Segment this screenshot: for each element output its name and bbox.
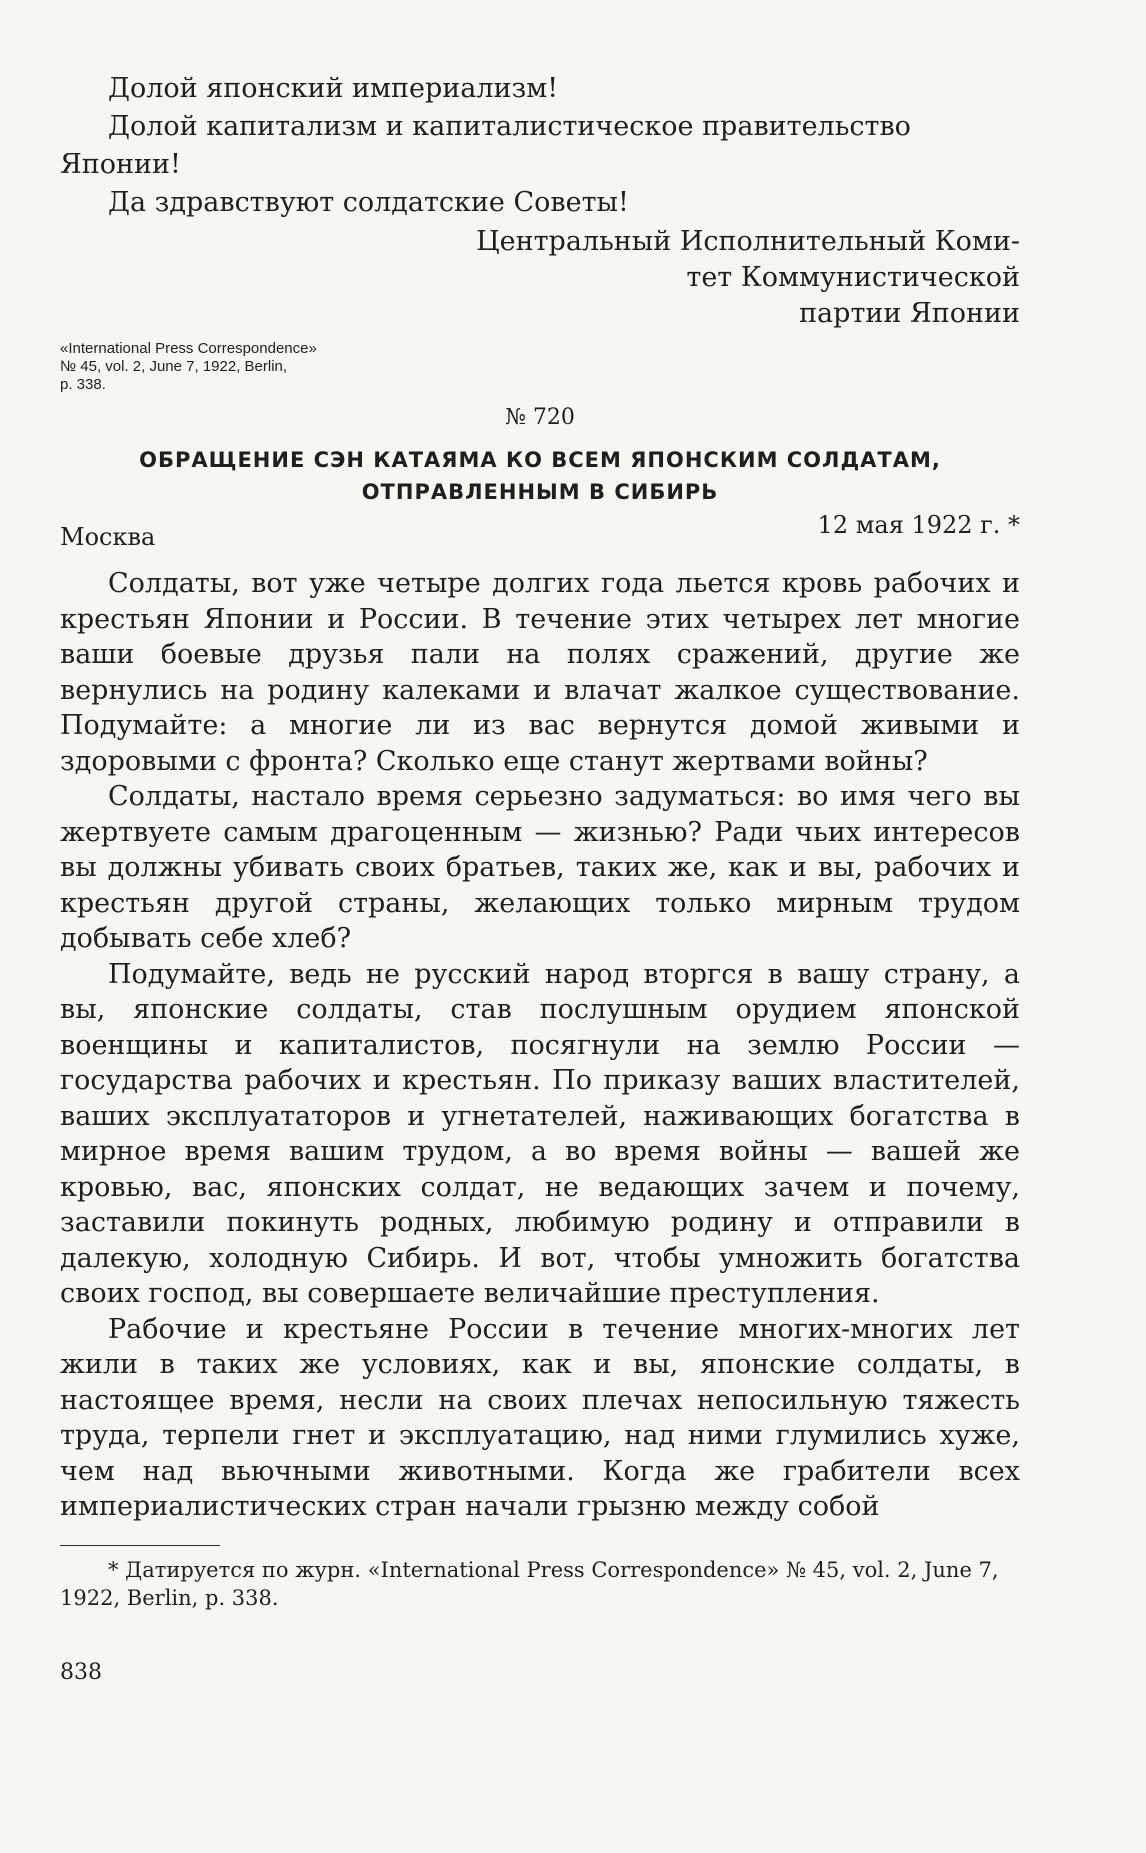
source-line: № 45, vol. 2, June 7, 1922, Berlin, [60, 358, 288, 375]
slogans [60, 70, 1020, 222]
document-title [60, 444, 1020, 508]
document-title-line: ОТПРАВЛЕННЫМ В СИБИРЬ [361, 480, 719, 504]
document-body [60, 566, 1020, 1525]
document-date: 12 мая 1922 г. * [817, 511, 1020, 539]
body-paragraph: Подумайте, ведь не русский народ вторгся в вашу страну, а вы, японские солдаты, став послушным орудием японской военщины и капиталистов, посягнули на землю России — государства рабочих и крестьян. По приказу ваших властителей, ваших эксплуататоров и угнетателей, наживающих богатства в мирное время вашим трудом, а во время войны — вашей же кровью, вас, японских солдат, не ведающих зачем и почему, заставили покинуть родных, любимую родину и отправили в далекую, холодную Сибирь. И вот, чтобы умножить богатства своих господ, вы совершаете величайшие преступления. [60, 958, 1020, 1309]
footnote-divider [60, 1545, 220, 1546]
body-paragraph: Солдаты, вот уже четыре долгих года льется кровь рабочих и крестьян Японии и России. В течение этих четырех лет многие ваши боевые друзья пали на полях сражений, другие же вернулись на родину калеками и влачат жалкое существование. Подумайте: а многие ли из вас вернутся домой живыми и здоровыми с фронта? Сколько еще станут жертвами войны? [60, 568, 1020, 777]
place-date-line [60, 511, 1020, 552]
signature-line: Центральный Исполнительный Коми- [476, 226, 1020, 257]
body-paragraph: Рабочие и крестьяне России в течение многих-многих лет жили в таких же условиях, как и вы, японские солдаты, в настоящее время, несли на своих плечах непосильную тяжесть труда, терпели гнет и эксплуатацию, над ними глумились хуже, чем над вьючными животными. Когда же грабители всех империалистических стран начали грызню между собой [60, 1313, 1020, 1522]
document-title-line: ОБРАЩЕНИЕ СЭН КАТАЯМА КО ВСЕМ ЯПОНСКИМ СОЛДАТАМ, [139, 448, 941, 472]
slogan: Да здравствуют солдатские Советы! [108, 187, 629, 218]
document-number: № 720 [505, 405, 575, 430]
slogan: Долой капитализм и капиталистическое правительство Японии! [60, 111, 911, 180]
book-page [60, 70, 1020, 1685]
signature-line: партии Японии [799, 298, 1020, 329]
slogan: Долой японский империализм! [108, 73, 559, 104]
source-line: «International Press Correspondence» [60, 340, 317, 357]
body-paragraph: Солдаты, настало время серьезно задуматься: во имя чего вы жертвуете самым драгоценным — жизнью? Ради чьих интересов вы должны убивать своих братьев, таких же, как и вы, рабочих и крестьян другой страны, желающих только мирным трудом добывать себе хлеб? [60, 781, 1020, 954]
document-place: Москва [60, 523, 156, 551]
signature-line: тет Коммунистической [686, 262, 1020, 293]
footnote: * Датируется по журн. «International Press Correspondence» № 45, vol. 2, June 7, 1922, Berlin, p. 338. [60, 1557, 999, 1610]
page-number: 838 [60, 1659, 102, 1685]
signature-block [410, 224, 1020, 332]
source-line: p. 338. [60, 376, 106, 393]
source-citation [60, 340, 480, 394]
